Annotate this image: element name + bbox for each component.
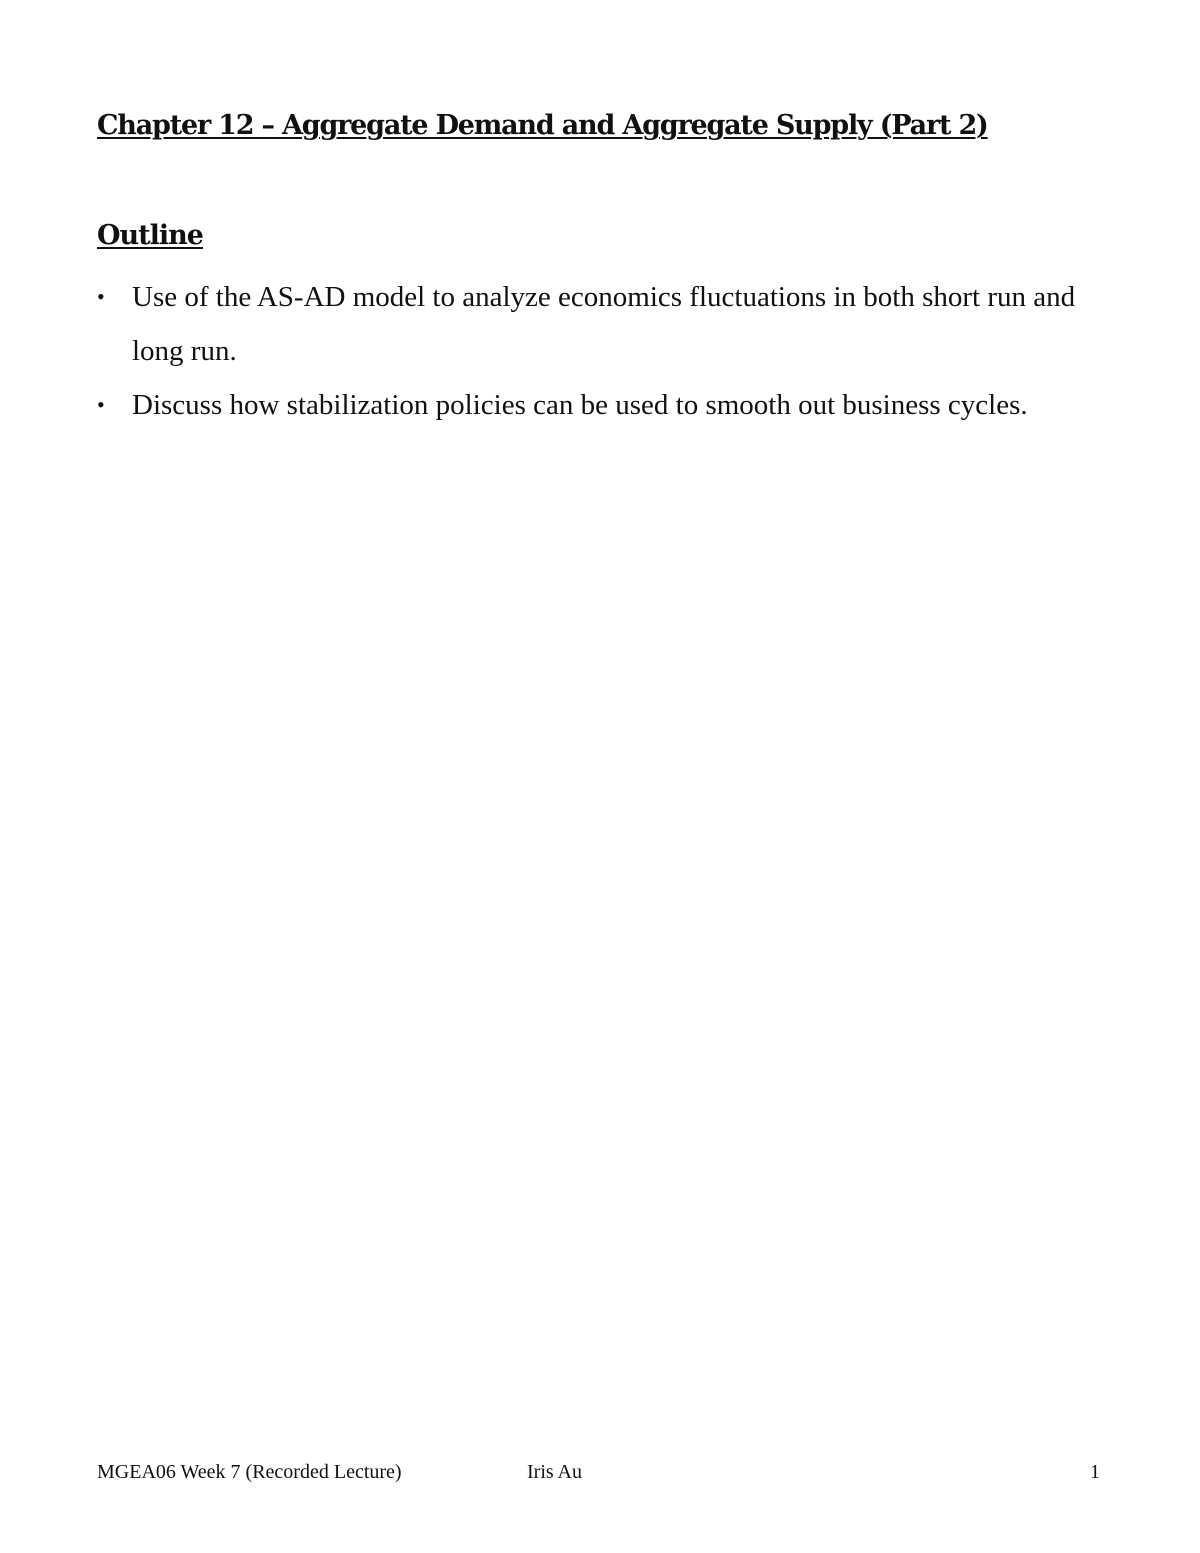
list-item-text: Discuss how stabilization policies can be used to smooth out business cycles.	[132, 389, 1028, 421]
bullet-icon: •	[97, 392, 105, 417]
outline-list	[97, 270, 1117, 432]
list-item-text: Use of the AS-AD model to analyze economics fluctuations in both short run and long run.	[132, 281, 1076, 367]
chapter-title: Chapter 12 – Aggregate Demand and Aggregate Supply (Part 2)	[97, 110, 988, 141]
footer-author: Iris Au	[527, 1461, 582, 1483]
outline-heading: Outline	[97, 220, 203, 251]
footer-page-number: 1	[1090, 1461, 1100, 1483]
footer-course: MGEA06 Week 7 (Recorded Lecture)	[97, 1461, 402, 1483]
list-item	[97, 270, 1117, 378]
bullet-icon: •	[97, 284, 105, 309]
list-item	[97, 378, 1117, 432]
